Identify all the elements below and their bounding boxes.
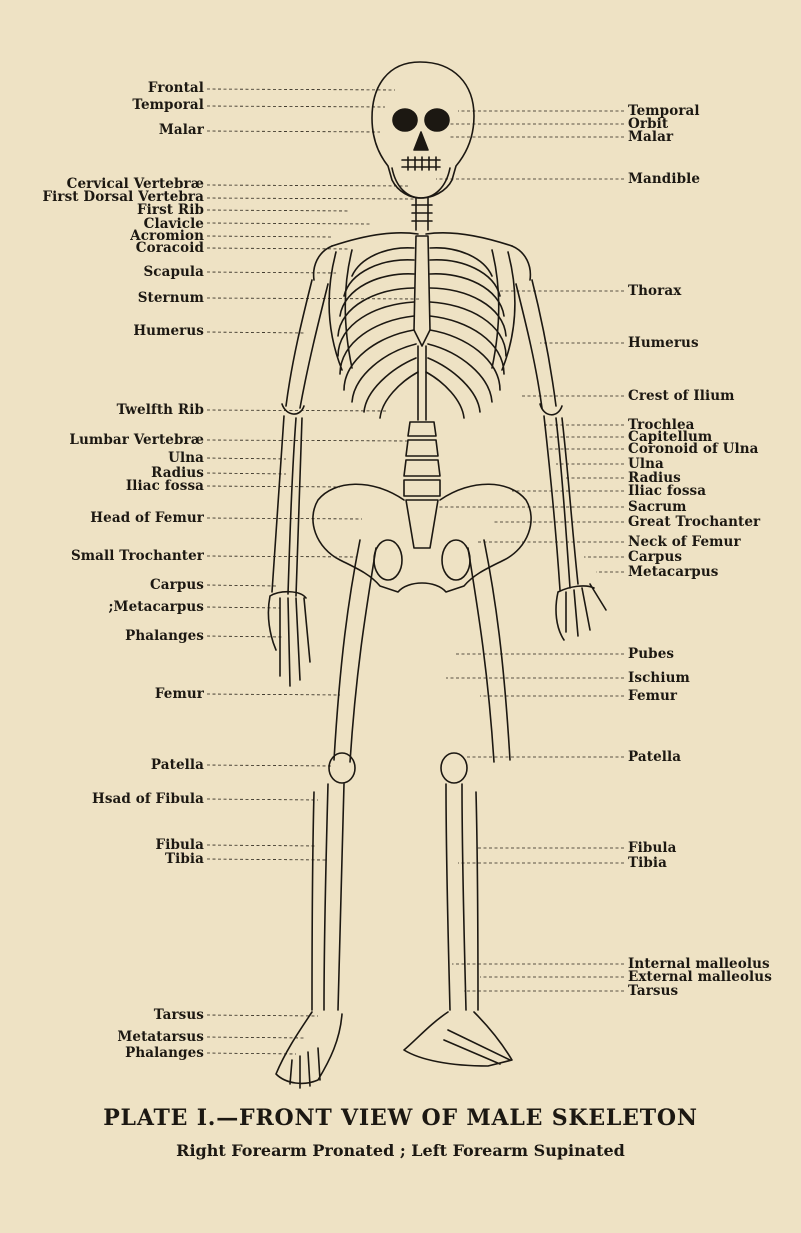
right-clavicle bbox=[426, 233, 512, 246]
left-clavicle bbox=[332, 233, 418, 246]
label-femur-right: Femur bbox=[628, 688, 678, 704]
leader-line bbox=[207, 298, 420, 299]
label-femur-left: Femur bbox=[154, 686, 204, 702]
label-clavicle: Clavicle bbox=[143, 216, 204, 232]
label-sternum: Sternum bbox=[137, 290, 204, 306]
leader-line bbox=[207, 694, 340, 695]
right-shoulder bbox=[512, 246, 530, 280]
label-acromion: Acromion bbox=[130, 228, 204, 244]
label-iliac-fossa-right: Iliac fossa bbox=[628, 483, 707, 499]
thoracic-spine bbox=[418, 346, 426, 420]
label-scapula: Scapula bbox=[143, 264, 204, 280]
label-tarsus-right: Tarsus bbox=[628, 983, 679, 999]
label-cervical-vertebrae: Cervical Vertebræ bbox=[66, 176, 204, 192]
sternum bbox=[414, 236, 430, 346]
plate-title: PLATE I.—FRONT VIEW OF MALE SKELETON bbox=[103, 1105, 698, 1131]
leader-line bbox=[207, 106, 385, 107]
label-coronoid-of-ulna: Coronoid of Ulna bbox=[628, 441, 759, 457]
label-ulna-left: Ulna bbox=[168, 450, 204, 466]
left-tibia bbox=[324, 784, 344, 1010]
right-hand bbox=[556, 584, 606, 640]
label-sacrum: Sacrum bbox=[628, 499, 687, 515]
label-patella-right: Patella bbox=[628, 749, 682, 765]
skeleton-bones bbox=[268, 62, 606, 1088]
label-first-rib: First Rib bbox=[136, 202, 204, 218]
left-femur bbox=[334, 540, 376, 762]
leader-line bbox=[207, 223, 370, 224]
right-patella bbox=[441, 753, 467, 783]
leader-line bbox=[207, 486, 340, 487]
label-humerus-left: Humerus bbox=[133, 323, 204, 339]
leader-line bbox=[207, 799, 318, 800]
left-shoulder bbox=[314, 246, 332, 280]
right-forearm bbox=[544, 416, 578, 590]
label-temporal-right: Temporal bbox=[628, 103, 700, 119]
left-patella bbox=[329, 753, 355, 783]
label-tibia-right: Tibia bbox=[628, 855, 667, 871]
label-mandible: Mandible bbox=[628, 171, 701, 187]
label-tarsus-left: Tarsus bbox=[153, 1007, 204, 1023]
leader-line bbox=[207, 1037, 304, 1038]
left-orbit bbox=[393, 109, 417, 131]
right-obturator bbox=[442, 540, 470, 580]
leader-line bbox=[207, 131, 380, 132]
label-ischium: Ischium bbox=[628, 670, 690, 686]
label-capitellum: Capitellum bbox=[628, 429, 713, 445]
leader-line bbox=[207, 765, 332, 766]
label-neck-of-femur: Neck of Femur bbox=[628, 534, 741, 550]
leader-line bbox=[207, 1053, 296, 1054]
label-great-trochanter: Great Trochanter bbox=[628, 514, 761, 530]
rib-cage bbox=[338, 248, 506, 418]
label-small-trochanter: Small Trochanter bbox=[70, 548, 204, 564]
cervical-spine bbox=[412, 198, 432, 230]
leader-line bbox=[207, 859, 326, 860]
label-trochlea: Trochlea bbox=[628, 417, 695, 433]
label-malar-left: Malar bbox=[158, 122, 204, 138]
label-orbit: Orbit bbox=[628, 116, 669, 132]
label-phalanges-foot: Phalanges bbox=[125, 1045, 204, 1061]
label-lumbar-vertebrae: Lumbar Vertebræ bbox=[69, 432, 204, 448]
right-elbow bbox=[540, 404, 562, 415]
label-coracoid: Coracoid bbox=[135, 240, 204, 256]
label-head-of-femur: Head of Femur bbox=[90, 510, 204, 526]
label-first-dorsal-vertebra: First Dorsal Vertebra bbox=[42, 189, 204, 205]
mandible bbox=[392, 168, 450, 198]
label-ulna-right: Ulna bbox=[628, 456, 664, 472]
left-obturator bbox=[374, 540, 402, 580]
sacrum bbox=[406, 500, 438, 548]
leader-line bbox=[207, 185, 408, 186]
label-thorax: Thorax bbox=[628, 283, 682, 299]
right-foot bbox=[404, 1012, 512, 1066]
label-humerus-right: Humerus bbox=[628, 335, 699, 351]
label-internal-malleolus: Internal malleolus bbox=[628, 956, 770, 972]
label-carpus-left: Carpus bbox=[149, 577, 204, 593]
label-fibula-right: Fibula bbox=[628, 840, 677, 856]
right-tibia bbox=[446, 784, 466, 1010]
leader-line bbox=[207, 410, 388, 411]
leader-line bbox=[207, 210, 350, 211]
label-radius-left: Radius bbox=[151, 465, 204, 481]
leader-line bbox=[207, 236, 332, 237]
label-metacarpus-left: ;Metacarpus bbox=[108, 599, 204, 615]
leader-line bbox=[207, 272, 336, 273]
label-metacarpus-right: Metacarpus bbox=[628, 564, 719, 580]
leader-line bbox=[207, 518, 362, 519]
label-tibia-left: Tibia bbox=[165, 851, 204, 867]
label-patella-left: Patella bbox=[150, 757, 204, 773]
leader-line bbox=[207, 845, 316, 846]
label-crest-of-ilium: Crest of Ilium bbox=[628, 388, 735, 404]
leader-line bbox=[207, 332, 306, 333]
label-metatarsus: Metatarsus bbox=[117, 1029, 204, 1045]
leader-line bbox=[207, 89, 395, 90]
leader-line bbox=[207, 1015, 318, 1016]
label-radius-right: Radius bbox=[628, 470, 681, 486]
skull bbox=[372, 62, 474, 198]
label-malar-right: Malar bbox=[628, 129, 674, 145]
left-hand bbox=[268, 592, 310, 686]
right-fibula bbox=[476, 792, 478, 1010]
label-iliac-fossa-left: Iliac fossa bbox=[125, 478, 204, 494]
leader-line bbox=[207, 585, 276, 586]
leader-line bbox=[207, 440, 410, 441]
label-frontal: Frontal bbox=[147, 80, 204, 96]
teeth bbox=[402, 157, 440, 170]
left-forearm bbox=[272, 416, 302, 596]
right-orbit bbox=[425, 109, 449, 131]
lumbar-spine bbox=[404, 422, 440, 496]
nasal-cavity bbox=[414, 132, 428, 150]
label-external-malleolus: External malleolus bbox=[628, 969, 772, 985]
label-temporal-left: Temporal bbox=[132, 97, 204, 113]
label-carpus-right: Carpus bbox=[628, 549, 683, 565]
right-humerus bbox=[516, 280, 556, 408]
leader-line bbox=[207, 473, 286, 474]
label-head-of-fibula: Hsad of Fibula bbox=[92, 791, 204, 807]
left-humerus bbox=[286, 280, 328, 408]
label-pubes: Pubes bbox=[628, 646, 675, 662]
right-femur bbox=[468, 540, 510, 762]
leader-line bbox=[207, 458, 286, 459]
label-phalanges-hand: Phalanges bbox=[125, 628, 204, 644]
label-twelfth-rib: Twelfth Rib bbox=[116, 402, 204, 418]
plate-subtitle: Right Forearm Pronated ; Left Forearm Supinated bbox=[176, 1141, 625, 1160]
leader-line bbox=[207, 198, 414, 199]
left-foot bbox=[276, 1012, 342, 1088]
label-fibula-left: Fibula bbox=[155, 837, 204, 853]
left-fibula bbox=[312, 792, 314, 1010]
